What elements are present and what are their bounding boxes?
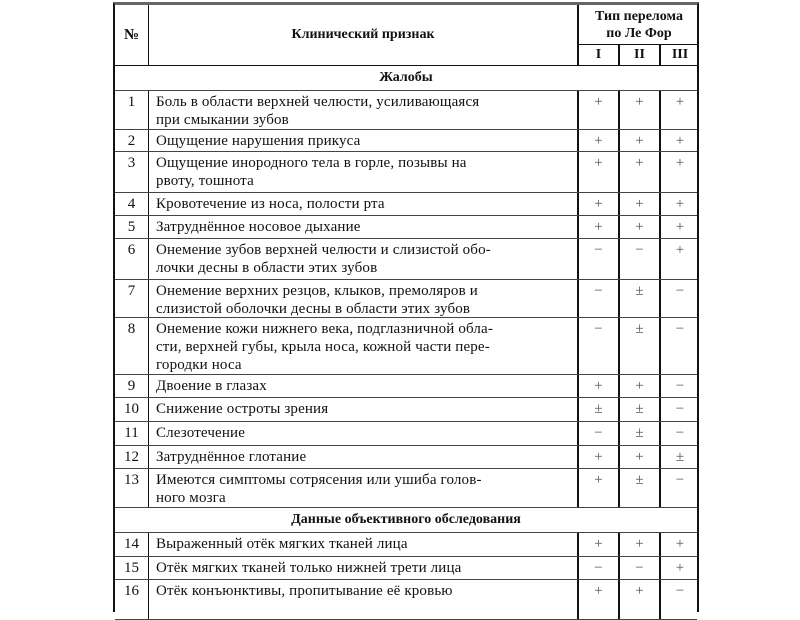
clinical-sign-line: Ощущение нарушения прикуса xyxy=(156,133,361,149)
table-row xyxy=(115,239,697,280)
clinical-sign-line: Двоение в глазах xyxy=(156,378,267,394)
fracture-type-2-mark: + xyxy=(620,130,661,151)
table-row xyxy=(115,152,697,193)
row-number: 12 xyxy=(115,446,149,468)
clinical-sign-line: Отёк мягких тканей только нижней трети лица xyxy=(156,560,462,576)
clinical-sign-line: ного мозга xyxy=(156,490,226,506)
fracture-type-1-mark: ± xyxy=(579,398,620,421)
le-fort-fracture-table xyxy=(113,2,699,612)
table-row xyxy=(115,193,697,216)
fracture-type-1-mark: + xyxy=(579,375,620,397)
fracture-type-1-mark: + xyxy=(579,469,620,507)
fracture-type-3-mark: − xyxy=(675,401,685,417)
clinical-sign xyxy=(149,533,579,556)
clinical-sign-line: городки носа xyxy=(156,357,242,373)
table-row xyxy=(115,398,697,422)
clinical-sign-line: лочки десны в области этих зубов xyxy=(156,260,378,276)
clinical-sign xyxy=(149,91,579,129)
clinical-sign-line: Затруднённое глотание xyxy=(156,449,307,465)
header-type-title xyxy=(579,5,699,45)
clinical-sign-line: Онемение зубов верхней челюсти и слизистой обо- xyxy=(156,242,491,258)
fracture-type-3-mark: + xyxy=(675,219,685,235)
fracture-type-3-mark: + xyxy=(675,560,685,576)
table-row xyxy=(115,422,697,446)
fracture-type-2-mark: + xyxy=(620,533,661,556)
fracture-type-1-mark: − xyxy=(579,239,620,279)
section-header-complaints: Жалобы xyxy=(115,66,697,91)
table-row xyxy=(115,91,697,130)
clinical-sign xyxy=(149,216,579,238)
fracture-type-2-mark: + xyxy=(620,193,661,215)
clinical-sign-line: Онемение кожи нижнего века, подглазничной обла- xyxy=(156,321,493,337)
clinical-sign xyxy=(149,398,579,421)
table-row xyxy=(115,318,697,375)
fracture-type-2-mark: − xyxy=(620,557,661,579)
clinical-sign xyxy=(149,446,579,468)
row-number: 2 xyxy=(115,130,149,151)
clinical-sign xyxy=(149,193,579,215)
fracture-type-2-mark: ± xyxy=(620,280,661,317)
fracture-type-3-mark: − xyxy=(675,283,685,299)
clinical-sign-line: Кровотечение из носа, полости рта xyxy=(156,196,385,212)
fracture-type-3-mark: − xyxy=(675,583,685,599)
row-number: 6 xyxy=(115,239,149,279)
row-number: 11 xyxy=(115,422,149,445)
fracture-type-2-mark: + xyxy=(620,216,661,238)
header-type-line2: по Ле Фор xyxy=(606,26,672,41)
row-number: 14 xyxy=(115,533,149,556)
fracture-type-1-mark: + xyxy=(579,533,620,556)
table-header xyxy=(115,5,697,66)
clinical-sign xyxy=(149,557,579,579)
clinical-sign xyxy=(149,280,579,317)
clinical-sign xyxy=(149,422,579,445)
fracture-type-1-mark: + xyxy=(579,91,620,129)
clinical-sign-line: Имеются симптомы сотрясения или ушиба голов- xyxy=(156,472,482,488)
fracture-type-2-mark: + xyxy=(620,152,661,192)
fracture-type-3-mark: + xyxy=(675,94,685,110)
clinical-sign xyxy=(149,375,579,397)
clinical-sign-line: Онемение верхних резцов, клыков, премоляров и xyxy=(156,283,478,299)
fracture-type-3-mark: − xyxy=(675,378,685,394)
table-row xyxy=(115,216,697,239)
table-row xyxy=(115,580,697,620)
fracture-type-1-mark: − xyxy=(579,557,620,579)
fracture-type-3-mark: − xyxy=(675,425,685,441)
fracture-type-3-mark: ± xyxy=(675,449,685,465)
fracture-type-2-mark: ± xyxy=(620,318,661,374)
fracture-type-2-mark: + xyxy=(620,580,661,619)
row-number: 16 xyxy=(115,580,149,619)
header-type-1: I xyxy=(579,45,620,65)
fracture-type-1-mark: + xyxy=(579,580,620,619)
clinical-sign-line: сти, верхней губы, крыла носа, кожной части пере- xyxy=(156,339,490,355)
header-type-3: III xyxy=(671,47,689,62)
table-row xyxy=(115,557,697,580)
fracture-type-3-mark: − xyxy=(675,472,685,488)
fracture-type-1-mark: + xyxy=(579,216,620,238)
clinical-sign-line: при смыкании зубов xyxy=(156,112,289,128)
clinical-sign xyxy=(149,152,579,192)
fracture-type-2-mark: − xyxy=(620,239,661,279)
fracture-type-2-mark: + xyxy=(620,375,661,397)
fracture-type-3-mark: + xyxy=(675,155,685,171)
row-number: 4 xyxy=(115,193,149,215)
fracture-type-2-mark: + xyxy=(620,91,661,129)
row-number: 5 xyxy=(115,216,149,238)
clinical-sign xyxy=(149,239,579,279)
clinical-sign xyxy=(149,318,579,374)
fracture-type-1-mark: + xyxy=(579,152,620,192)
fracture-type-3-mark: + xyxy=(675,242,685,258)
fracture-type-3-mark: + xyxy=(675,133,685,149)
table-row xyxy=(115,533,697,557)
fracture-type-3-mark: + xyxy=(675,536,685,552)
clinical-sign-line: Затруднённое носовое дыхание xyxy=(156,219,361,235)
table-row xyxy=(115,375,697,398)
clinical-sign-line: Боль в области верхней челюсти, усиливающаяся xyxy=(156,94,480,110)
row-number: 3 xyxy=(115,152,149,192)
fracture-type-1-mark: − xyxy=(579,422,620,445)
fracture-type-1-mark: + xyxy=(579,130,620,151)
row-number: 7 xyxy=(115,280,149,317)
fracture-type-3-mark: + xyxy=(675,196,685,212)
table-row xyxy=(115,130,697,152)
fracture-type-2-mark: ± xyxy=(620,398,661,421)
fracture-type-2-mark: ± xyxy=(620,422,661,445)
fracture-type-1-mark: + xyxy=(579,193,620,215)
clinical-sign xyxy=(149,130,579,151)
clinical-sign xyxy=(149,469,579,507)
fracture-type-3-mark: − xyxy=(675,321,685,337)
header-feature: Клинический признак xyxy=(149,5,579,65)
row-number: 13 xyxy=(115,469,149,507)
row-number: 15 xyxy=(115,557,149,579)
clinical-sign-line: Слезотечение xyxy=(156,425,246,441)
section-header-objective-exam: Данные объективного обследования xyxy=(115,508,697,533)
row-number: 10 xyxy=(115,398,149,421)
table-row xyxy=(115,280,697,318)
clinical-sign-line: Отёк конъюнктивы, пропитывание её кровью xyxy=(156,583,453,599)
fracture-type-1-mark: − xyxy=(579,280,620,317)
table-row xyxy=(115,469,697,508)
fracture-type-2-mark: + xyxy=(620,446,661,468)
row-number: 1 xyxy=(115,91,149,129)
clinical-sign-line: слизистой оболочки десны в области этих зубов xyxy=(156,301,471,317)
header-fracture-type xyxy=(579,5,699,65)
clinical-sign-line: рвоту, тошнота xyxy=(156,173,254,189)
clinical-sign-line: Ощущение инородного тела в горле, позывы на xyxy=(156,155,467,171)
clinical-sign-line: Снижение остроты зрения xyxy=(156,401,329,417)
fracture-type-1-mark: − xyxy=(579,318,620,374)
row-number: 8 xyxy=(115,318,149,374)
fracture-type-1-mark: + xyxy=(579,446,620,468)
table-row xyxy=(115,446,697,469)
header-num: № xyxy=(115,5,149,65)
fracture-type-2-mark: ± xyxy=(620,469,661,507)
clinical-sign-line: Выраженный отёк мягких тканей лица xyxy=(156,536,408,552)
row-number: 9 xyxy=(115,375,149,397)
header-type-line1: Тип перелома xyxy=(595,9,683,24)
header-type-2: II xyxy=(620,45,661,65)
